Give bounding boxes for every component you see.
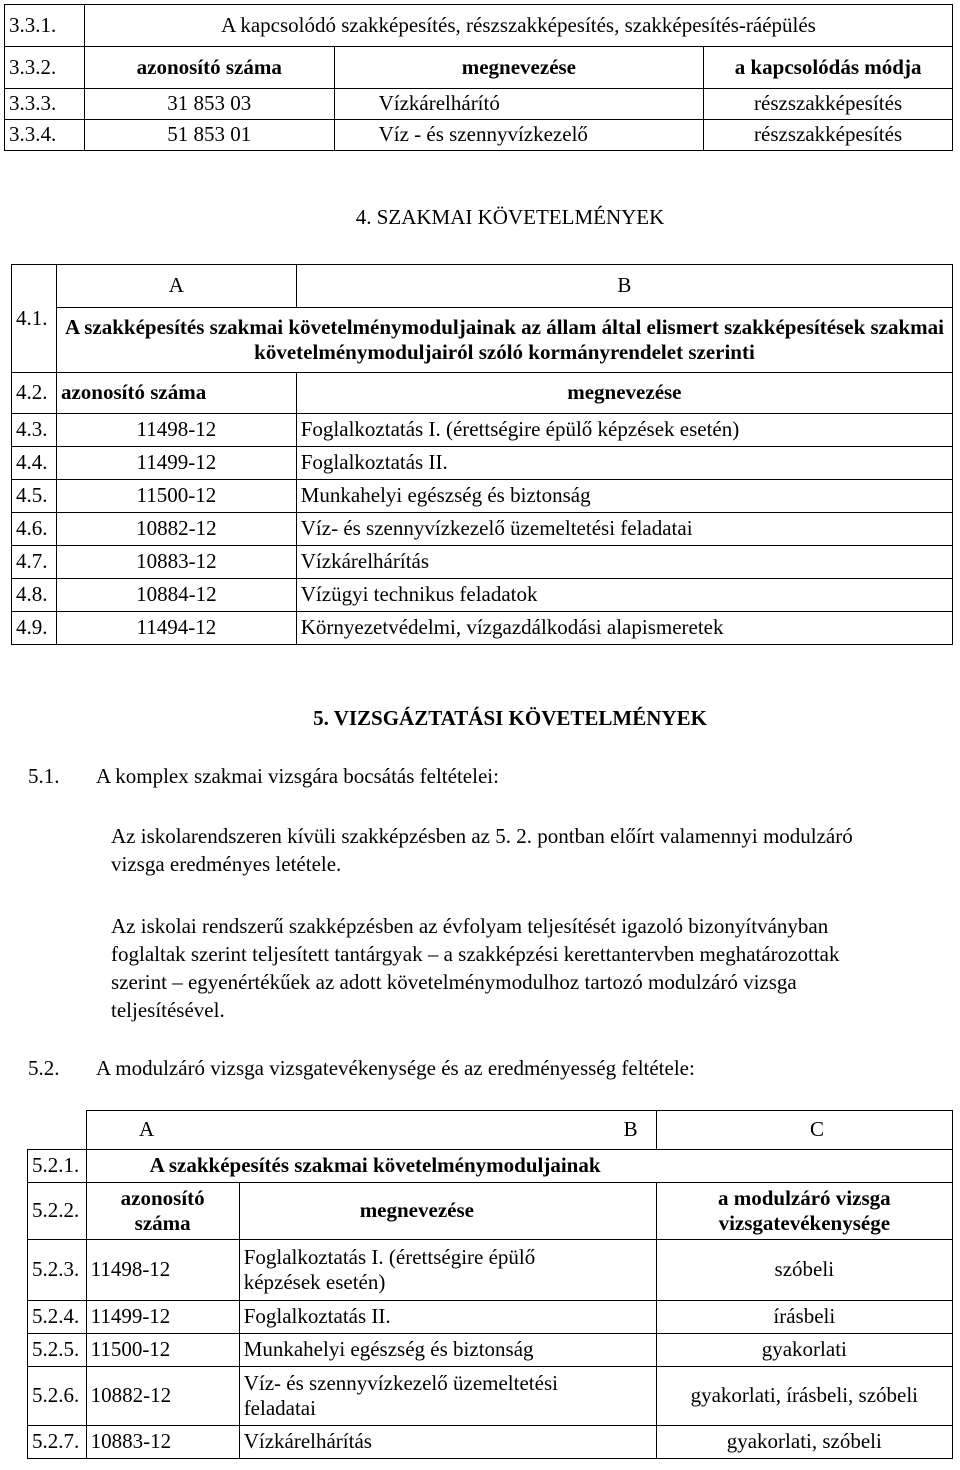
module-id: 10882-12: [86, 1367, 239, 1426]
table-row: [28, 1150, 953, 1183]
row-number: 3.3.4.: [5, 120, 85, 151]
module-id: 10883-12: [86, 1426, 239, 1459]
column-header: megnevezése: [239, 1183, 656, 1240]
column-letter: B: [623, 1117, 638, 1142]
row-number: 4.2.: [12, 373, 57, 414]
module-name: Vízkárelhárítás: [239, 1426, 656, 1459]
table-row: [12, 480, 953, 513]
column-letter-cell: [86, 1111, 656, 1150]
column-header: megnevezése: [334, 47, 704, 89]
connection-mode: részszakképesítés: [704, 89, 953, 120]
empty-cell: [28, 1111, 87, 1150]
column-letter: A: [56, 265, 296, 308]
module-name: Vízkárelhárítás: [296, 546, 952, 579]
row-number: 4.1.: [12, 265, 57, 373]
column-header: a kapcsolódás módja: [704, 47, 953, 89]
row-number: 5.2.7.: [28, 1426, 87, 1459]
row-number: 4.7.: [12, 546, 57, 579]
column-letter: B: [296, 265, 952, 308]
table-row: [12, 447, 953, 480]
row-number: 3.3.3.: [5, 89, 85, 120]
table-header-row: [5, 47, 953, 89]
qualification-name: Vízkárelhárító: [334, 89, 704, 120]
module-id: 11498-12: [86, 1240, 239, 1301]
row-number: 5.2.2.: [28, 1183, 87, 1240]
table-title: A szakképesítés szakmai követelménymoduljainak: [86, 1150, 952, 1183]
exam-type: szóbeli: [656, 1240, 952, 1301]
row-number: 5.2.6.: [28, 1367, 87, 1426]
table-row: [5, 120, 953, 151]
exam-type: gyakorlati, írásbeli, szóbeli: [656, 1367, 952, 1426]
qualification-id: 51 853 01: [84, 120, 334, 151]
table-row: [28, 1367, 953, 1426]
paragraph-school-system: Az iskolai rendszerű szakképzésben az évfolyam teljesítését igazoló bizonyítványban foglaltak szerint teljesített tantárgyak – a szakképzési kerettantervben meghatározottak szerint – egyenértékűek az adott követelménymodulhoz tartozó modulzáró vizsga teljesítésével.: [111, 914, 840, 1022]
qualification-id: 31 853 03: [84, 89, 334, 120]
column-letter: A: [139, 1117, 155, 1142]
column-header: megnevezése: [296, 373, 952, 414]
qualification-name: Víz - és szennyvízkezelő: [334, 120, 704, 151]
column-header: azonosító száma: [56, 373, 296, 414]
row-number: 4.9.: [12, 612, 57, 645]
row-number: 5.2.1.: [28, 1150, 87, 1183]
module-id: 11498-12: [56, 414, 296, 447]
section-5-title: 5. VIZSGÁZTATÁSI KÖVETELMÉNYEK: [313, 706, 707, 730]
row-number: 5.2.3.: [28, 1240, 87, 1301]
section-5-2-number: 5.2.: [28, 1056, 60, 1080]
section-4-title: 4. SZAKMAI KÖVETELMÉNYEK: [355, 205, 665, 229]
table-row: [5, 5, 953, 47]
table-row: [12, 546, 953, 579]
exam-type: írásbeli: [656, 1301, 952, 1334]
module-table: [11, 264, 953, 645]
row-number: 4.6.: [12, 513, 57, 546]
table-row: [28, 1240, 953, 1301]
module-id: 10882-12: [56, 513, 296, 546]
table-row: [12, 308, 953, 373]
table-title: A kapcsolódó szakképesítés, részszakképesítés, szakképesítés-ráépülés: [84, 5, 952, 47]
module-id: 11499-12: [86, 1301, 239, 1334]
module-name: Víz- és szennyvízkezelő üzemeltetési feladatai: [296, 513, 952, 546]
row-number: 3.3.2.: [5, 47, 85, 89]
exam-activity-table: [27, 1110, 953, 1459]
row-number: 5.2.5.: [28, 1334, 87, 1367]
column-header: azonosító száma: [86, 1183, 239, 1240]
paragraph-extracurricular: Az iskolarendszeren kívüli szakképzésben az 5. 2. pontban előírt valamennyi modulzáró vizsga eredményes letétele.: [111, 824, 853, 876]
module-name: Foglalkoztatás II.: [296, 447, 952, 480]
section-5-1-number: 5.1.: [28, 764, 60, 788]
module-name: Foglalkoztatás II.: [239, 1301, 656, 1334]
exam-type: gyakorlati: [656, 1334, 952, 1367]
table-header-row: [28, 1183, 953, 1240]
module-id: 10884-12: [56, 579, 296, 612]
module-description: A szakképesítés szakmai követelménymoduljainak az állam által elismert szakképesítések szakmai követelménymoduljairól szóló kormányrendelet szerinti: [56, 308, 952, 373]
module-id: 11494-12: [56, 612, 296, 645]
section-5-1-text: A komplex szakmai vizsgára bocsátás feltételei:: [96, 764, 499, 788]
column-letter: C: [656, 1111, 952, 1150]
table-row: [28, 1301, 953, 1334]
module-id: 11500-12: [86, 1334, 239, 1367]
table-row: [28, 1334, 953, 1367]
module-name: Foglalkoztatás I. (érettségire épülő képzések esetén): [296, 414, 952, 447]
row-number: 4.3.: [12, 414, 57, 447]
row-number: 3.3.1.: [5, 5, 85, 47]
section-5-2-text: A modulzáró vizsga vizsgatevékenysége és az eredményesség feltétele:: [96, 1056, 695, 1080]
related-qualifications-table: [4, 4, 953, 151]
connection-mode: részszakképesítés: [704, 120, 953, 151]
exam-type: gyakorlati, szóbeli: [656, 1426, 952, 1459]
table-row: [12, 579, 953, 612]
row-number: 4.4.: [12, 447, 57, 480]
module-name: Vízügyi technikus feladatok: [296, 579, 952, 612]
column-header: azonosító száma: [84, 47, 334, 89]
table-row: [28, 1426, 953, 1459]
module-name: Munkahelyi egészség és biztonság: [239, 1334, 656, 1367]
column-letter-row: [28, 1111, 953, 1150]
module-name: Munkahelyi egészség és biztonság: [296, 480, 952, 513]
module-name: Foglalkoztatás I. (érettségire épülő képzések esetén): [239, 1240, 656, 1301]
module-name: Víz- és szennyvízkezelő üzemeltetési feladatai: [239, 1367, 656, 1426]
column-header: a modulzáró vizsga vizsgatevékenysége: [656, 1183, 952, 1240]
module-id: 11499-12: [56, 447, 296, 480]
module-name: Környezetvédelmi, vízgazdálkodási alapismeretek: [296, 612, 952, 645]
row-number: 4.5.: [12, 480, 57, 513]
table-header-row: [12, 373, 953, 414]
module-id: 11500-12: [56, 480, 296, 513]
table-row: [12, 513, 953, 546]
table-row: [5, 89, 953, 120]
module-id: 10883-12: [56, 546, 296, 579]
row-number: 5.2.4.: [28, 1301, 87, 1334]
table-row: [12, 612, 953, 645]
table-row: [12, 414, 953, 447]
column-letter-row: [12, 265, 953, 308]
row-number: 4.8.: [12, 579, 57, 612]
